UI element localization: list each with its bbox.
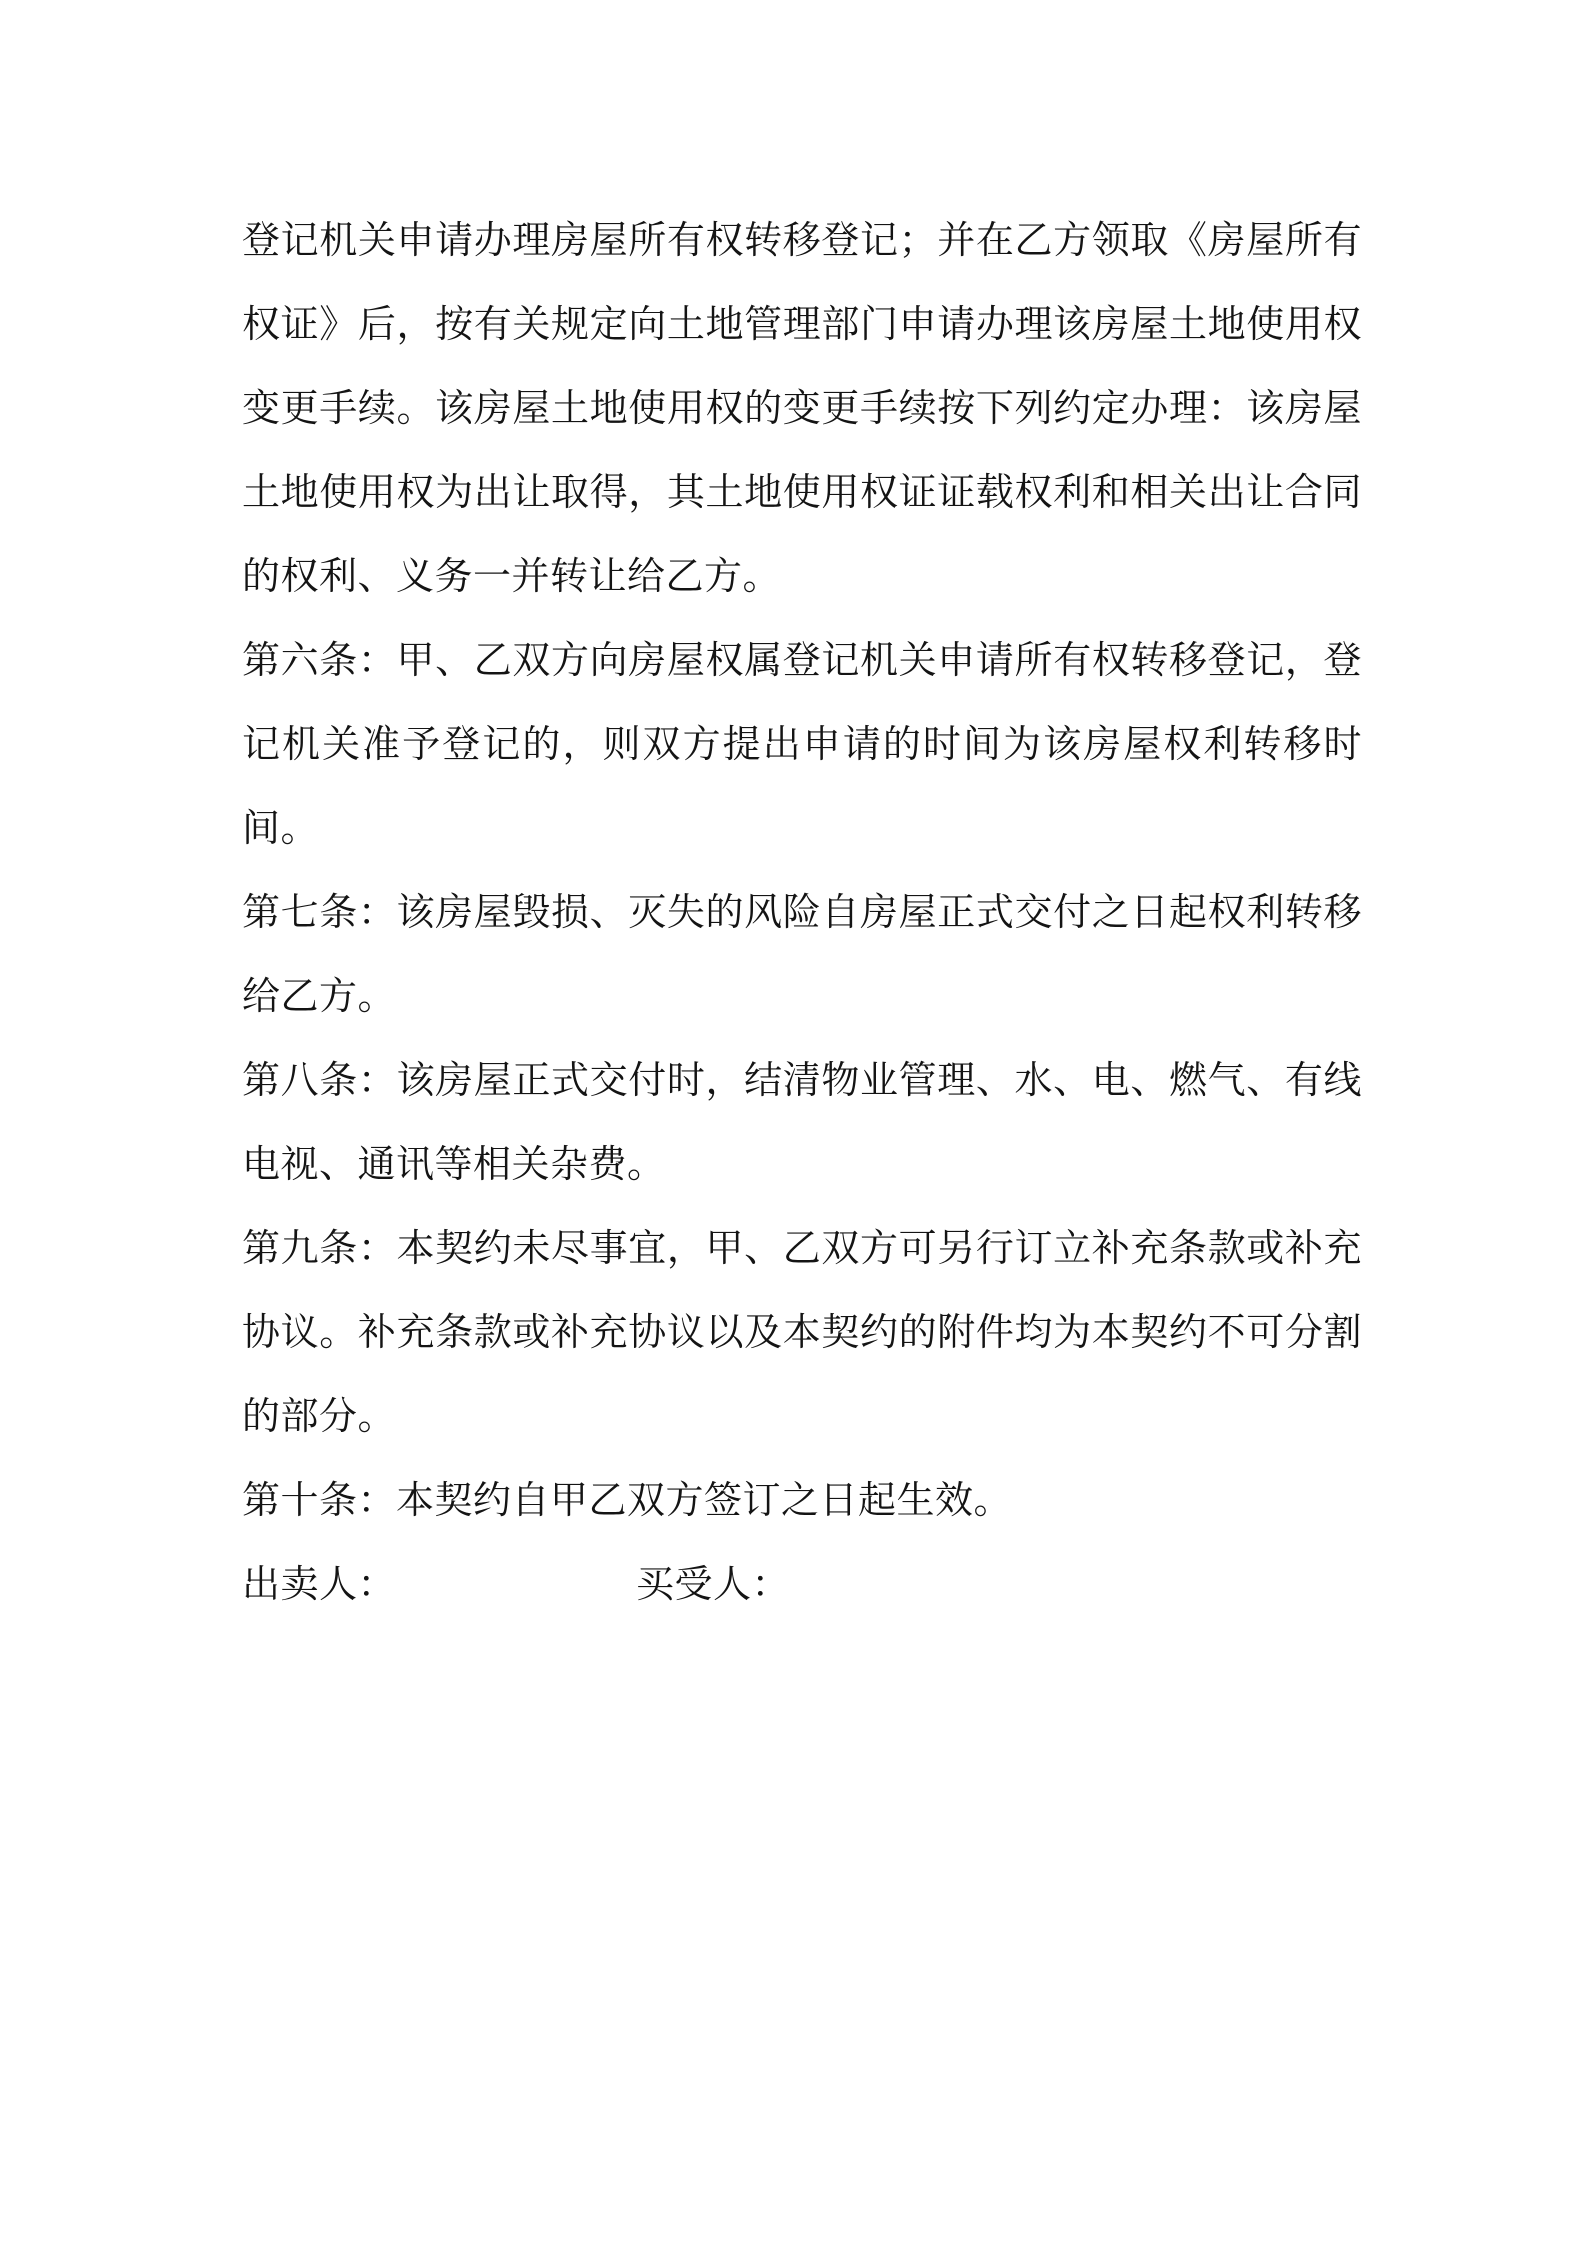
paragraph-article-9: 第九条：本契约未尽事宜，甲、乙双方可另行订立补充条款或补充协议。补充条款或补充协议以及本契约的附件均为本契约不可分割的部分。: [242, 1226, 1362, 1438]
paragraph-article-6: 第六条：甲、乙双方向房屋权属登记机关申请所有权转移登记，登记机关准予登记的，则双方提出申请的时间为该房屋权利转移时间。: [242, 638, 1362, 850]
paragraph-article-7: 第七条：该房屋毁损、灭失的风险自房屋正式交付之日起权利转移给乙方。: [242, 890, 1362, 1018]
seller-signature-label: 出卖人：: [242, 1562, 397, 1606]
signature-line: [242, 1542, 1362, 1626]
contract-body: [242, 198, 1362, 1626]
paragraph-transfer-registration: 登记机关申请办理房屋所有权转移登记；并在乙方领取《房屋所有权证》后，按有关规定向土地管理部门申请办理该房屋土地使用权变更手续。该房屋土地使用权的变更手续按下列约定办理：该房屋土地使用权为出让取得，其土地使用权证证载权利和相关出让合同的权利、义务一并转让给乙方。: [242, 218, 1362, 598]
buyer-signature-label: 买受人：: [636, 1562, 791, 1606]
paragraph-article-8: 第八条：该房屋正式交付时，结清物业管理、水、电、燃气、有线电视、通讯等相关杂费。: [242, 1058, 1362, 1186]
paragraph-article-10: 第十条：本契约自甲乙双方签订之日起生效。: [242, 1478, 1013, 1522]
